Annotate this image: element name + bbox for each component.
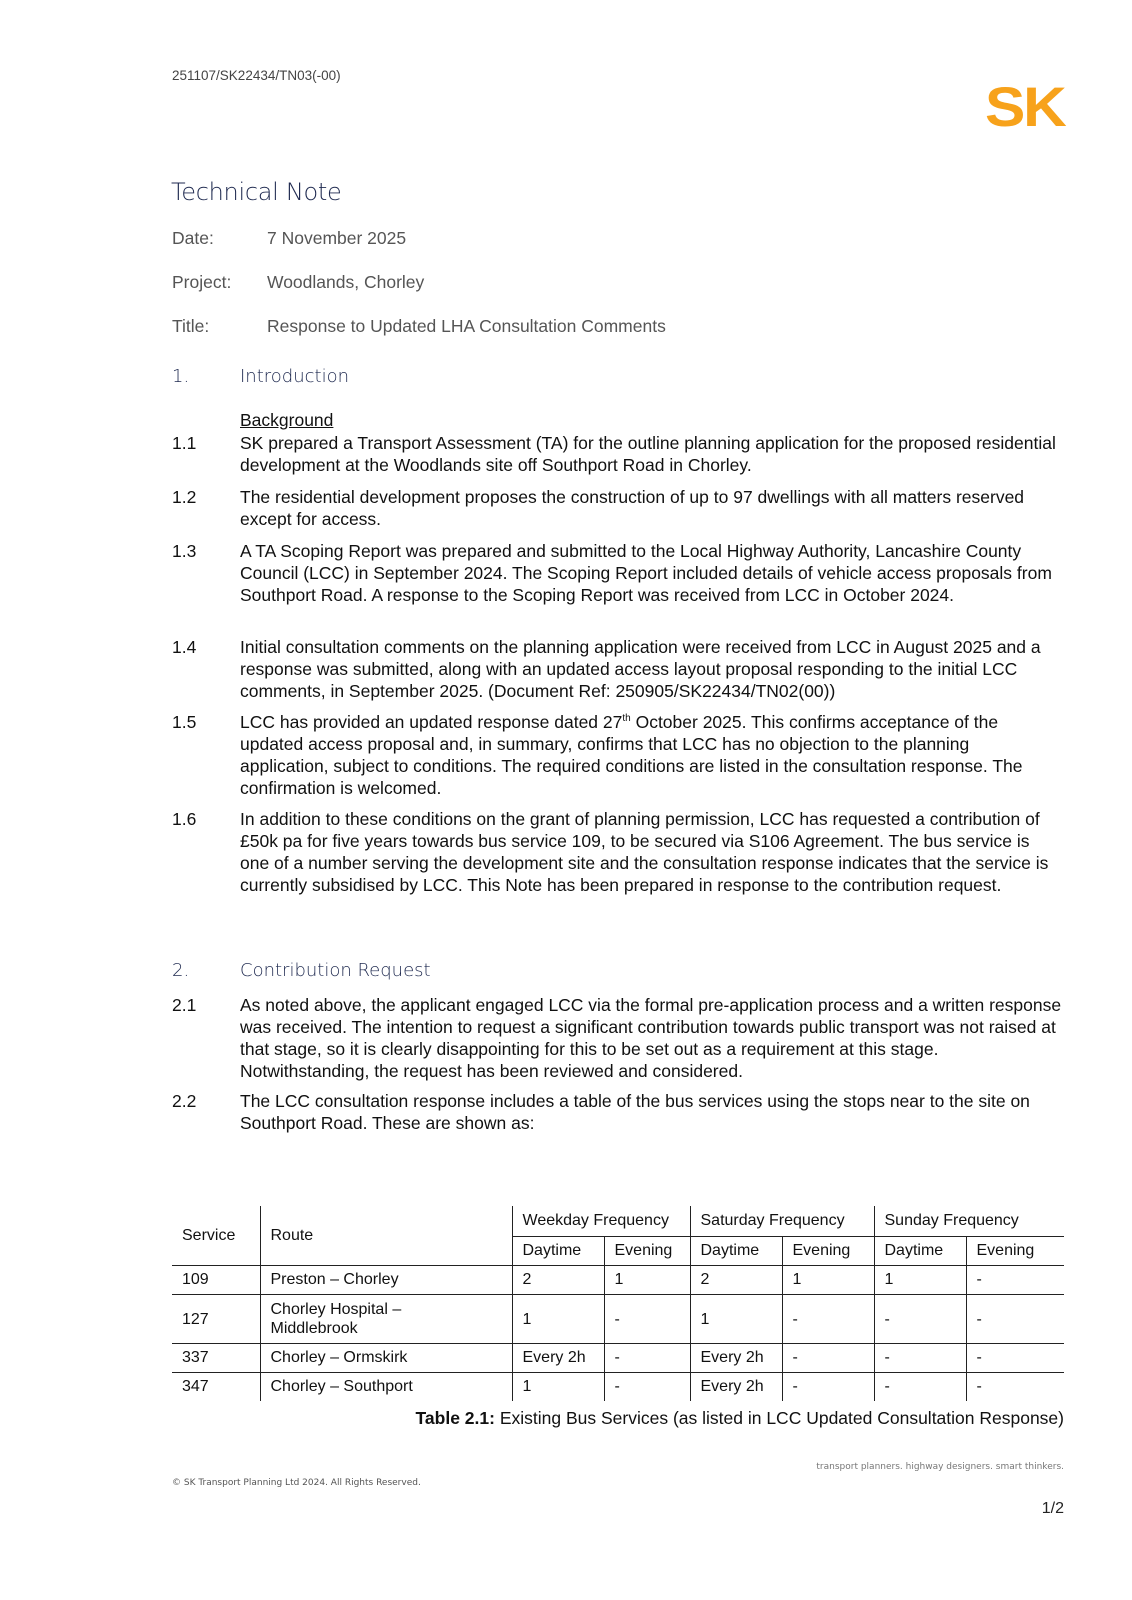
paragraph-number: 1.5 xyxy=(172,712,197,732)
section-title: Contribution Request xyxy=(240,960,431,981)
cell-saturday-daytime: 2 xyxy=(690,1266,782,1295)
cell-service: 337 xyxy=(172,1344,260,1373)
ordinal-suffix: th xyxy=(622,713,631,725)
caption-label: Table 2.1: xyxy=(415,1408,495,1428)
paragraph-text-part: LCC has provided an updated response dated 27 xyxy=(240,712,623,732)
footer-copyright: © SK Transport Planning Ltd 2024. All Rights Reserved. xyxy=(172,1478,421,1488)
paragraph-2-2 xyxy=(172,1090,1062,1134)
meta-date xyxy=(172,228,406,249)
paragraph-1-3 xyxy=(172,540,1062,606)
header-sunday-evening: Evening xyxy=(966,1237,1064,1266)
cell-weekday-daytime: 1 xyxy=(512,1373,604,1402)
header-saturday-frequency: Saturday Frequency xyxy=(690,1206,874,1237)
cell-sunday-daytime: - xyxy=(874,1344,966,1373)
table-caption xyxy=(172,1408,1064,1429)
document-title: Technical Note xyxy=(171,178,342,206)
document-reference: 251107/SK22434/TN03(-00) xyxy=(172,68,341,83)
paragraph-number: 2.2 xyxy=(172,1091,197,1111)
cell-saturday-evening: - xyxy=(782,1373,874,1402)
cell-weekday-daytime: 2 xyxy=(512,1266,604,1295)
project-label: Project: xyxy=(172,272,232,292)
cell-route xyxy=(260,1295,512,1344)
cell-service: 347 xyxy=(182,1378,209,1395)
paragraph-text: In addition to these conditions on the grant of planning permission, LCC has requested a contribution of £50k pa for five years towards bus service 109, to be secured via S106 Agreement. The bus service is one of a number serving the development site and the consultation response indicates that the service is currently subsidised by LCC. This Note has been prepared in response to the contribution request. xyxy=(240,809,1049,895)
subheading-background: Background xyxy=(240,410,334,430)
page-number: 1/2 xyxy=(1041,1500,1064,1517)
cell-sunday-evening: - xyxy=(966,1295,1064,1344)
paragraph-number: 1.6 xyxy=(172,809,197,829)
paragraph-2-1 xyxy=(172,994,1062,1082)
header-weekday-evening: Evening xyxy=(604,1237,690,1266)
bus-services-table xyxy=(172,1206,1064,1401)
cell-weekday-evening: 1 xyxy=(604,1266,690,1295)
header-weekday-daytime: Daytime xyxy=(512,1237,604,1266)
section-number: 1. xyxy=(172,366,190,387)
date-label: Date: xyxy=(172,228,214,248)
cell-weekday-evening: - xyxy=(604,1373,690,1402)
header-saturday-daytime: Daytime xyxy=(690,1237,782,1266)
section-heading-introduction xyxy=(172,366,349,387)
header-weekday-frequency: Weekday Frequency xyxy=(512,1206,690,1237)
paragraph-text: SK prepared a Transport Assessment (TA) for the outline planning application for the proposed residential development at the Woodlands site off Southport Road in Chorley. xyxy=(240,433,1056,475)
sk-logo: SK xyxy=(985,75,1065,138)
cell-service: 127 xyxy=(172,1295,260,1344)
table-row xyxy=(172,1295,1064,1344)
table-row xyxy=(172,1373,1064,1402)
paragraph-number: 1.1 xyxy=(172,433,197,453)
paragraph-text: Initial consultation comments on the planning application were received from LCC in August 2025 and a response was submitted, along with an updated access layout proposal responding to the initial LCC comments, in September 2025. (Document Ref: 250905/SK22434/TN02(00)) xyxy=(240,637,1041,701)
table-header-row xyxy=(172,1206,1064,1237)
cell-saturday-daytime: 1 xyxy=(690,1295,782,1344)
cell-saturday-daytime: Every 2h xyxy=(690,1373,782,1402)
cell-weekday-evening: - xyxy=(604,1344,690,1373)
meta-title xyxy=(172,316,666,337)
title-label: Title: xyxy=(172,316,210,336)
project-value: Woodlands, Chorley xyxy=(267,272,425,292)
table-row xyxy=(172,1266,1064,1295)
header-sunday-frequency: Sunday Frequency xyxy=(874,1206,1064,1237)
cell-route: Preston – Chorley xyxy=(260,1266,512,1295)
cell-saturday-evening: - xyxy=(782,1344,874,1373)
date-value: 7 November 2025 xyxy=(267,228,407,248)
cell-sunday-daytime: 1 xyxy=(874,1266,966,1295)
paragraph-text xyxy=(240,711,1062,799)
header-service: Service xyxy=(172,1206,260,1266)
title-value: Response to Updated LHA Consultation Comments xyxy=(267,316,666,336)
table-row xyxy=(172,1344,1064,1373)
section-number: 2. xyxy=(172,960,190,981)
footer-tagline: transport planners. highway designers. smart thinkers. xyxy=(816,1462,1064,1472)
paragraph-1-6 xyxy=(172,808,1062,896)
section-heading-contribution-request xyxy=(172,960,431,981)
paragraph-1-2 xyxy=(172,486,1062,530)
cell-sunday-evening: - xyxy=(966,1373,1064,1402)
cell-saturday-evening: - xyxy=(782,1295,874,1344)
paragraph-1-5 xyxy=(172,711,1062,799)
cell-route: Chorley – Southport xyxy=(260,1373,512,1402)
paragraph-1-4 xyxy=(172,636,1062,702)
paragraph-text-part: October 2025. This confirms acceptance of the updated access proposal and, in summary, confirms that LCC has no objection to the planning application, subject to conditions. The required conditions are listed in the consultation response. The confirmation is welcomed. xyxy=(240,712,1023,798)
header-sunday-daytime: Daytime xyxy=(874,1237,966,1266)
paragraph-text: A TA Scoping Report was prepared and submitted to the Local Highway Authority, Lancashire County Council (LCC) in September 2024. The Scoping Report included details of vehicle access proposals from Southport Road. A response to the Scoping Report was received from LCC in October 2024. xyxy=(240,541,1052,605)
paragraph-number: 1.2 xyxy=(172,487,197,507)
cell-weekday-daytime: 1 xyxy=(512,1295,604,1344)
cell-weekday-evening: - xyxy=(604,1295,690,1344)
section-title: Introduction xyxy=(240,366,350,387)
cell-sunday-evening: - xyxy=(966,1344,1064,1373)
caption-text: Existing Bus Services (as listed in LCC Updated Consultation Response) xyxy=(494,1408,1064,1428)
header-route: Route xyxy=(260,1206,512,1266)
cell-service: 109 xyxy=(172,1266,260,1295)
route-line-1: Chorley Hospital – xyxy=(270,1301,402,1318)
paragraph-number: 2.1 xyxy=(172,995,197,1015)
cell-sunday-daytime: - xyxy=(874,1295,966,1344)
cell-weekday-daytime: Every 2h xyxy=(512,1344,604,1373)
cell-sunday-daytime: - xyxy=(874,1373,966,1402)
cell-saturday-daytime: Every 2h xyxy=(690,1344,782,1373)
header-saturday-evening: Evening xyxy=(782,1237,874,1266)
cell-route: Chorley – Ormskirk xyxy=(260,1344,512,1373)
paragraph-number: 1.4 xyxy=(172,637,197,657)
cell-sunday-evening: - xyxy=(966,1266,1064,1295)
meta-project xyxy=(172,272,424,293)
paragraph-number: 1.3 xyxy=(172,541,197,561)
paragraph-1-1 xyxy=(172,432,1062,476)
paragraph-text: As noted above, the applicant engaged LCC via the formal pre-application process and a written response was received. The intention to request a significant contribution towards public transport was not raised at that stage, so it is clearly disappointing for this to be set out as a requirement at this stage. Notwithstanding, the request has been reviewed and considered. xyxy=(240,995,1062,1081)
route-line-2: Middlebrook xyxy=(270,1320,358,1337)
paragraph-text: The residential development proposes the construction of up to 97 dwellings with all matters reserved except for access. xyxy=(240,487,1025,529)
cell-saturday-evening: 1 xyxy=(782,1266,874,1295)
paragraph-text: The LCC consultation response includes a table of the bus services using the stops near to the site on Southport Road. These are shown as: xyxy=(240,1091,1030,1133)
